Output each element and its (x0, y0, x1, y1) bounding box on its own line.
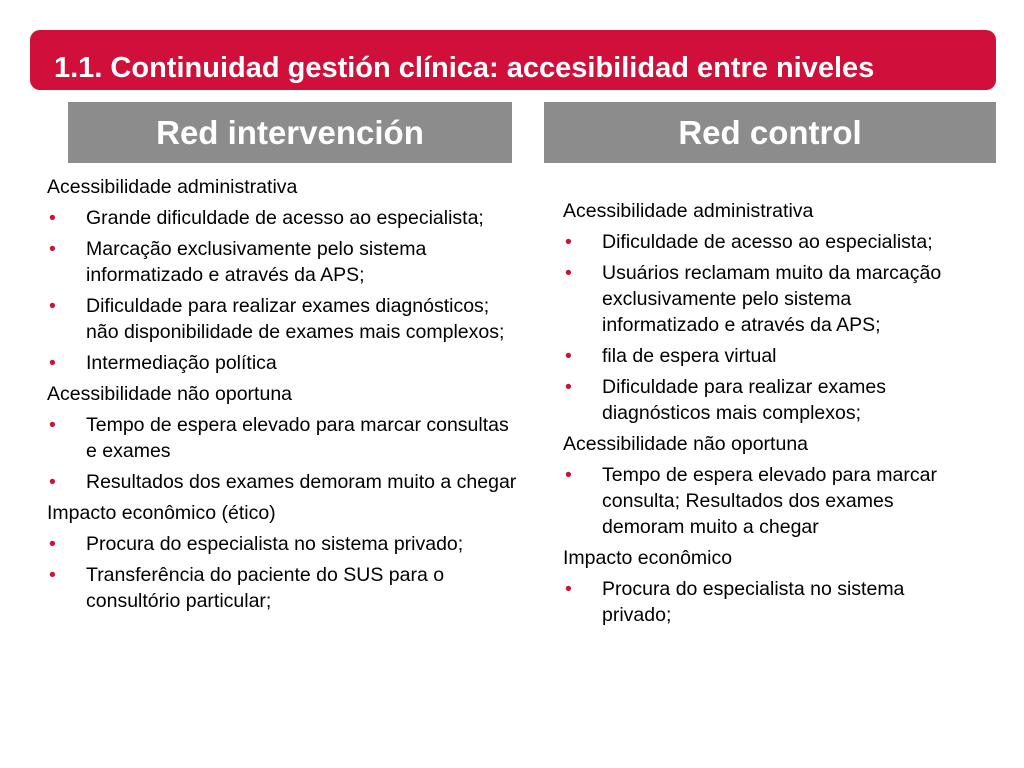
bullet-item: • Resultados dos exames demoram muito a chegar (47, 469, 522, 495)
bullet-item: • Transferência do paciente do SUS para o consultório particular; (47, 562, 522, 614)
slide-title: 1.1. Continuidad gestión clínica: accesibilidad entre niveles (54, 51, 875, 84)
section-heading: Impacto econômico (ético) (47, 502, 276, 524)
bullet-list (563, 462, 973, 540)
bullet-item: • fila de espera virtual (563, 343, 973, 369)
bullet-list (563, 229, 973, 426)
column-header-intervention: Red intervención (68, 102, 512, 163)
section-heading: Acessibilidade não oportuna (47, 383, 293, 405)
title-bar (30, 30, 996, 90)
bullet-item: • Intermediação política (47, 350, 522, 376)
section-heading: Acessibilidade administrativa (47, 176, 298, 198)
bullet-item: • Marcação exclusivamente pelo sistema informatizado e através da APS; (47, 236, 522, 288)
column-control (563, 198, 973, 633)
bullet-item: • Tempo de espera elevado para marcar consultas e exames (47, 412, 522, 464)
bullet-item: • Procura do especialista no sistema privado; (563, 576, 973, 628)
section-heading: Acessibilidade administrativa (563, 200, 814, 222)
bullet-item: • Procura do especialista no sistema privado; (47, 531, 522, 557)
column-intervention (47, 174, 522, 619)
bullet-item: • Dificuldade de acesso ao especialista; (563, 229, 973, 255)
bullet-list (563, 576, 973, 628)
bullet-list (47, 531, 522, 614)
bullet-item: • Grande dificuldade de acesso ao especialista; (47, 205, 522, 231)
bullet-list (47, 205, 522, 376)
bullet-item: • Dificuldade para realizar exames diagnósticos mais complexos; (563, 374, 973, 426)
section-heading: Impacto econômico (563, 547, 733, 569)
bullet-item: • Dificuldade para realizar exames diagnósticos; não disponibilidade de exames mais complexos; (47, 293, 522, 345)
bullet-list (47, 412, 522, 495)
column-header-control: Red control (544, 102, 996, 163)
bullet-item: • Tempo de espera elevado para marcar consulta; Resultados dos exames demoram muito a chegar (563, 462, 973, 540)
bullet-item: • Usuários reclamam muito da marcação exclusivamente pelo sistema informatizado e através da APS; (563, 260, 973, 338)
section-heading: Acessibilidade não oportuna (563, 433, 809, 455)
